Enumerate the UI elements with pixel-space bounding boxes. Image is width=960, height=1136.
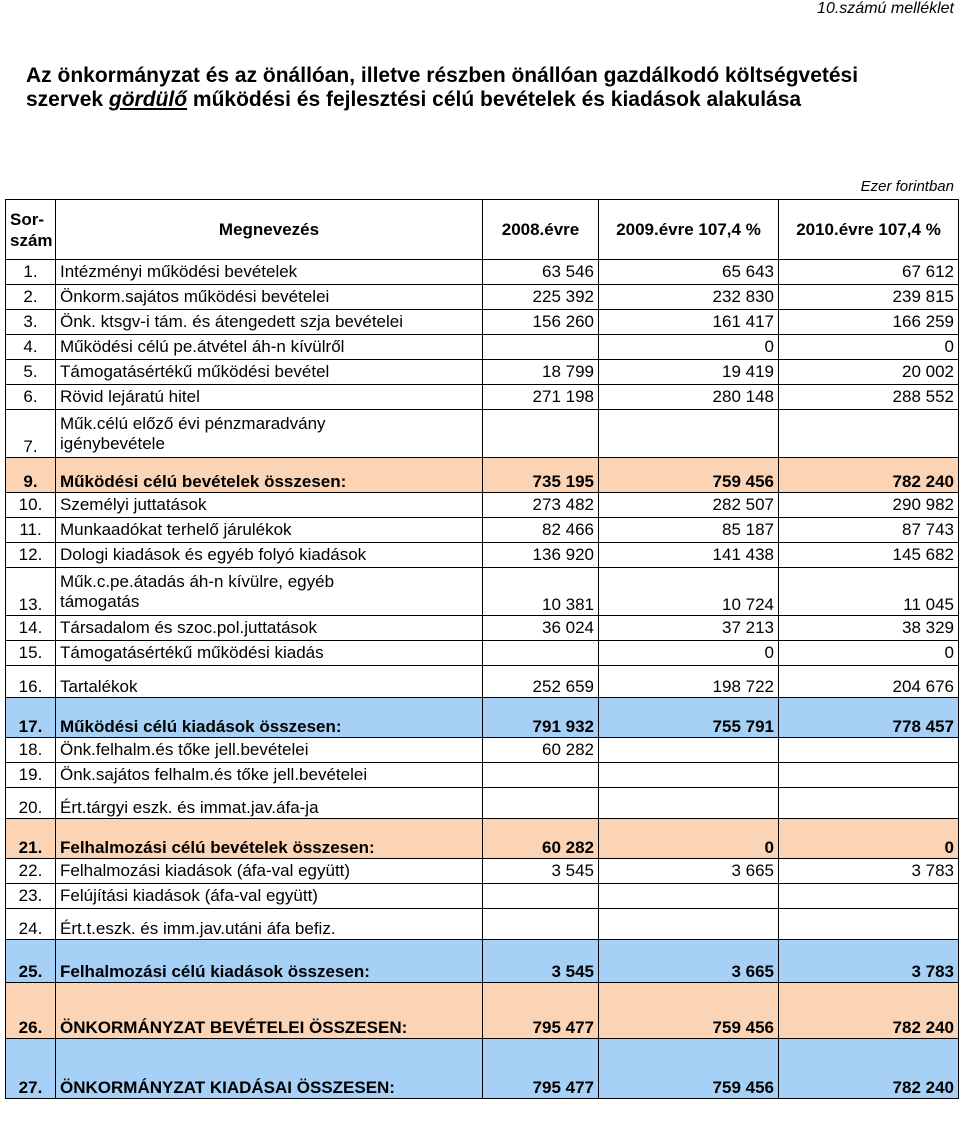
row-number: 12.	[6, 543, 56, 568]
row-label: Működési célú kiadások összesen:	[56, 698, 483, 738]
row-label: Felhalmozási célú kiadások összesen:	[56, 940, 483, 983]
table-row	[6, 738, 959, 763]
value-2009: 3 665	[599, 940, 779, 983]
row-number: 15.	[6, 641, 56, 666]
row-label: Ért.tárgyi eszk. és immat.jav.áfa-ja	[56, 788, 483, 819]
table-row-total	[6, 458, 959, 493]
row-label: Személyi juttatások	[56, 493, 483, 518]
header-2009: 2009.évre 107,4 %	[599, 200, 779, 260]
table-row	[6, 410, 959, 458]
value-2009: 280 148	[599, 385, 779, 410]
value-2008: 735 195	[483, 458, 599, 493]
value-2008: 10 381	[483, 568, 599, 616]
table-row	[6, 788, 959, 819]
table-row-total	[6, 940, 959, 983]
value-2009: 759 456	[599, 1039, 779, 1099]
value-2009: 0	[599, 641, 779, 666]
value-2009: 65 643	[599, 260, 779, 285]
row-number: 22.	[6, 859, 56, 884]
value-2010: 288 552	[779, 385, 959, 410]
value-2010	[779, 763, 959, 788]
table-row-total	[6, 819, 959, 859]
row-label-line1: Műk.c.pe.átadás áh-n kívülre, egyéb	[60, 571, 335, 591]
table-row	[6, 568, 959, 616]
value-2010	[779, 884, 959, 909]
row-label: ÖNKORMÁNYZAT BEVÉTELEI ÖSSZESEN:	[56, 983, 483, 1039]
row-number: 21.	[6, 819, 56, 859]
value-2009: 755 791	[599, 698, 779, 738]
table-row-grand-total	[6, 1039, 959, 1099]
header-sor-line1: Sor-	[10, 209, 44, 229]
row-number: 13.	[6, 568, 56, 616]
header-2008: 2008.évre	[483, 200, 599, 260]
table-row	[6, 493, 959, 518]
row-label: Felhalmozási kiadások (áfa-val együtt)	[56, 859, 483, 884]
value-2009: 759 456	[599, 983, 779, 1039]
value-2008: 795 477	[483, 1039, 599, 1099]
row-number: 20.	[6, 788, 56, 819]
value-2008: 136 920	[483, 543, 599, 568]
value-2010: 0	[779, 819, 959, 859]
row-number: 24.	[6, 909, 56, 940]
row-number: 25.	[6, 940, 56, 983]
value-2008: 60 282	[483, 819, 599, 859]
value-2009	[599, 909, 779, 940]
row-label	[56, 568, 483, 616]
row-label: ÖNKORMÁNYZAT KIADÁSAI ÖSSZESEN:	[56, 1039, 483, 1099]
row-number: 16.	[6, 666, 56, 698]
value-2010: 3 783	[779, 940, 959, 983]
value-2009: 10 724	[599, 568, 779, 616]
header-sorszam	[6, 200, 56, 260]
table-row	[6, 666, 959, 698]
table-row	[6, 385, 959, 410]
row-number: 10.	[6, 493, 56, 518]
header-2010: 2010.évre 107,4 %	[779, 200, 959, 260]
value-2008: 271 198	[483, 385, 599, 410]
row-label: Ért.t.eszk. és imm.jav.utáni áfa befiz.	[56, 909, 483, 940]
table-row	[6, 543, 959, 568]
value-2009: 282 507	[599, 493, 779, 518]
row-label: Felújítási kiadások (áfa-val együtt)	[56, 884, 483, 909]
value-2010: 20 002	[779, 360, 959, 385]
row-number: 26.	[6, 983, 56, 1039]
row-label: Támogatásértékű működési kiadás	[56, 641, 483, 666]
title-underlined-word: gördülő	[108, 88, 188, 111]
value-2010: 782 240	[779, 458, 959, 493]
value-2010	[779, 738, 959, 763]
value-2008	[483, 909, 599, 940]
table-row	[6, 859, 959, 884]
value-2008	[483, 763, 599, 788]
value-2008: 60 282	[483, 738, 599, 763]
value-2009: 19 419	[599, 360, 779, 385]
table-row-grand-total	[6, 983, 959, 1039]
row-label: Felhalmozási célú bevételek összesen:	[56, 819, 483, 859]
value-2010: 0	[779, 641, 959, 666]
table-row	[6, 763, 959, 788]
value-2010: 145 682	[779, 543, 959, 568]
table-row	[6, 909, 959, 940]
value-2008: 156 260	[483, 310, 599, 335]
value-2008: 273 482	[483, 493, 599, 518]
row-number: 9.	[6, 458, 56, 493]
row-label: Működési célú bevételek összesen:	[56, 458, 483, 493]
value-2009	[599, 738, 779, 763]
table-row	[6, 285, 959, 310]
value-2009: 141 438	[599, 543, 779, 568]
value-2010: 204 676	[779, 666, 959, 698]
table-row	[6, 260, 959, 285]
row-number: 17.	[6, 698, 56, 738]
value-2009: 0	[599, 335, 779, 360]
row-number: 19.	[6, 763, 56, 788]
title-line-2	[26, 88, 946, 112]
table-row	[6, 641, 959, 666]
value-2010: 239 815	[779, 285, 959, 310]
row-label: Támogatásértékű működési bevétel	[56, 360, 483, 385]
value-2009: 161 417	[599, 310, 779, 335]
row-number: 2.	[6, 285, 56, 310]
value-2010: 166 259	[779, 310, 959, 335]
value-2010	[779, 410, 959, 458]
row-number: 3.	[6, 310, 56, 335]
row-label: Tartalékok	[56, 666, 483, 698]
value-2010: 782 240	[779, 1039, 959, 1099]
value-2010	[779, 788, 959, 819]
value-2009: 85 187	[599, 518, 779, 543]
row-label: Társadalom és szoc.pol.juttatások	[56, 616, 483, 641]
value-2008: 63 546	[483, 260, 599, 285]
row-label: Munkaadókat terhelő járulékok	[56, 518, 483, 543]
value-2008	[483, 410, 599, 458]
value-2008	[483, 335, 599, 360]
table-row	[6, 518, 959, 543]
row-number: 4.	[6, 335, 56, 360]
row-number: 5.	[6, 360, 56, 385]
row-number: 18.	[6, 738, 56, 763]
value-2010: 782 240	[779, 983, 959, 1039]
table-row	[6, 335, 959, 360]
row-label-line1: Műk.célú előző évi pénzmaradvány	[60, 413, 326, 433]
title-line-2-post: működési és fejlesztési célú bevételek és kiadások alakulása	[187, 88, 802, 111]
budget-table	[5, 199, 959, 1099]
row-number: 1.	[6, 260, 56, 285]
annex-label: 10.számú melléklet	[817, 0, 954, 17]
row-number: 14.	[6, 616, 56, 641]
table-row	[6, 310, 959, 335]
value-2010: 11 045	[779, 568, 959, 616]
table-row	[6, 884, 959, 909]
row-number: 27.	[6, 1039, 56, 1099]
value-2008: 36 024	[483, 616, 599, 641]
value-2010: 87 743	[779, 518, 959, 543]
value-2010	[779, 909, 959, 940]
value-2009: 759 456	[599, 458, 779, 493]
table-row	[6, 360, 959, 385]
value-2009	[599, 410, 779, 458]
value-2009	[599, 763, 779, 788]
row-label: Intézményi működési bevételek	[56, 260, 483, 285]
header-sor-line2: szám	[10, 230, 53, 250]
value-2010: 778 457	[779, 698, 959, 738]
page-title	[26, 64, 946, 112]
value-2008: 18 799	[483, 360, 599, 385]
value-2008	[483, 884, 599, 909]
value-2010: 3 783	[779, 859, 959, 884]
value-2008: 795 477	[483, 983, 599, 1039]
row-label: Dologi kiadások és egyéb folyó kiadások	[56, 543, 483, 568]
value-2010: 0	[779, 335, 959, 360]
row-label-line2: igénybevétele	[60, 433, 165, 453]
header-name: Megnevezés	[56, 200, 483, 260]
row-label	[56, 410, 483, 458]
row-label: Rövid lejáratú hitel	[56, 385, 483, 410]
row-label: Önkorm.sajátos működési bevételei	[56, 285, 483, 310]
value-2008: 82 466	[483, 518, 599, 543]
value-2010: 290 982	[779, 493, 959, 518]
row-number: 23.	[6, 884, 56, 909]
header-row	[6, 200, 959, 260]
row-label: Önk.sajátos felhalm.és tőke jell.bevételei	[56, 763, 483, 788]
title-line-2-pre: szervek	[26, 88, 109, 111]
value-2008: 3 545	[483, 859, 599, 884]
value-2008	[483, 788, 599, 819]
table-row-total	[6, 698, 959, 738]
value-2008: 791 932	[483, 698, 599, 738]
value-2010: 38 329	[779, 616, 959, 641]
row-label: Önk. ktsgv-i tám. és átengedett szja bevételei	[56, 310, 483, 335]
row-label: Működési célú pe.átvétel áh-n kívülről	[56, 335, 483, 360]
value-2009: 198 722	[599, 666, 779, 698]
row-number: 7.	[6, 410, 56, 458]
value-2008: 225 392	[483, 285, 599, 310]
value-2009: 37 213	[599, 616, 779, 641]
unit-note: Ezer forintban	[860, 178, 954, 195]
value-2010: 67 612	[779, 260, 959, 285]
row-number: 11.	[6, 518, 56, 543]
table-row	[6, 616, 959, 641]
row-label: Önk.felhalm.és tőke jell.bevételei	[56, 738, 483, 763]
value-2008	[483, 641, 599, 666]
value-2009	[599, 884, 779, 909]
value-2008: 252 659	[483, 666, 599, 698]
value-2008: 3 545	[483, 940, 599, 983]
row-label-line2: támogatás	[60, 591, 140, 611]
value-2009	[599, 788, 779, 819]
value-2009: 232 830	[599, 285, 779, 310]
title-line-1: Az önkormányzat és az önállóan, illetve részben önállóan gazdálkodó költségvetési	[26, 64, 859, 87]
row-number: 6.	[6, 385, 56, 410]
value-2009: 3 665	[599, 859, 779, 884]
value-2009: 0	[599, 819, 779, 859]
